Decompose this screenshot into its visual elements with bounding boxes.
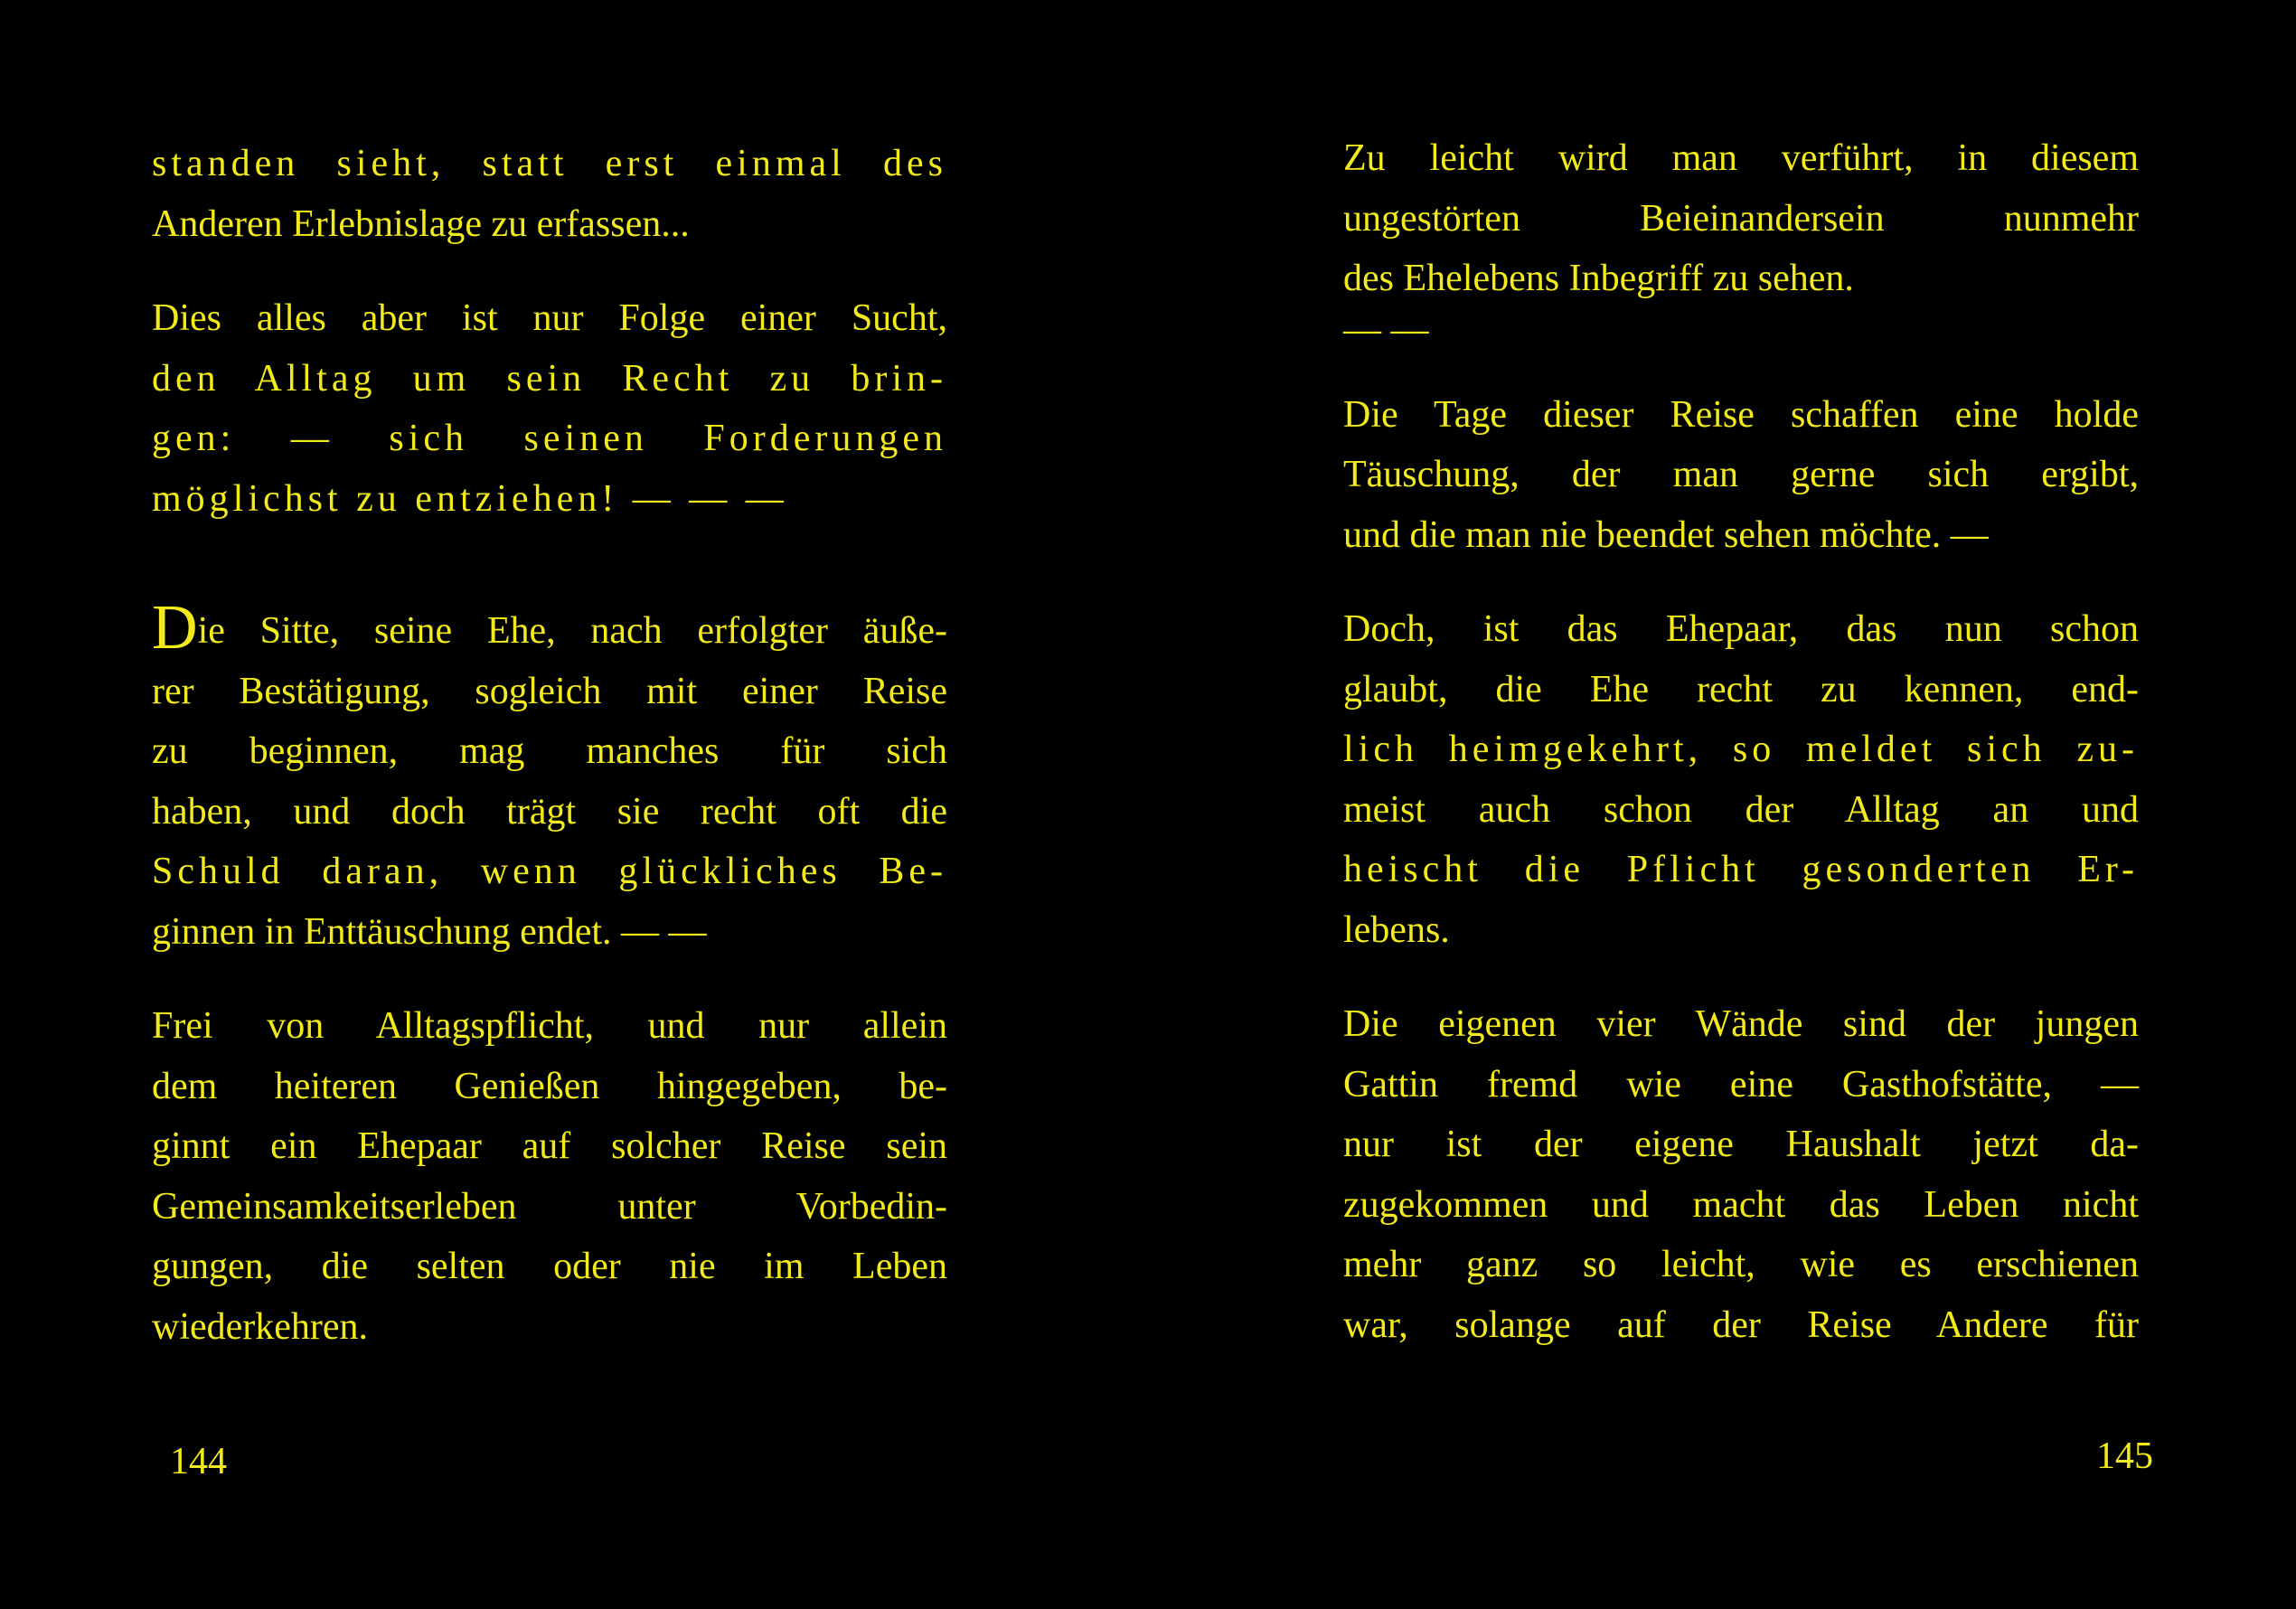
paragraph xyxy=(1343,128,2139,351)
page-number: 145 xyxy=(2096,1435,2153,1477)
text-line: glaubt, die Ehe recht zu kennen, end- xyxy=(1343,668,2139,710)
paragraph xyxy=(152,996,947,1357)
text-line: standen sieht, statt erst einmal des xyxy=(152,143,947,184)
text-line: ginnen in Enttäuschung endet. — — xyxy=(152,910,707,953)
page-number: 144 xyxy=(170,1441,227,1482)
text-line: wiederkehren. xyxy=(152,1305,369,1348)
text-line: nur ist der eigene Haushalt jetzt da- xyxy=(1343,1124,2139,1165)
right-page-text xyxy=(1343,128,2139,1389)
text-line: Gemeinsamkeitserleben unter Vorbedin- xyxy=(152,1185,947,1228)
text-line: lebens. xyxy=(1343,908,1450,951)
text-line: des Ehelebens Inbegriff zu sehen. xyxy=(1343,258,1854,299)
text-line-rest: ie Sitte, seine Ehe, nach erfolgter äuße- xyxy=(197,610,947,652)
text-line: dem heiteren Genießen hingegeben, be- xyxy=(152,1065,947,1107)
paragraph xyxy=(1343,599,2139,960)
drop-cap: D xyxy=(152,593,198,663)
text-line: den Alltag um sein Recht zu brin- xyxy=(152,357,947,400)
paragraph xyxy=(1343,385,2139,566)
text-line: Die Tage dieser Reise schaffen eine holde xyxy=(1343,393,2139,436)
paragraph xyxy=(1343,994,2139,1355)
left-page-text xyxy=(152,134,947,1391)
text-line: gungen, die selten oder nie im Leben xyxy=(152,1246,947,1287)
text-line: möglichst zu entziehen! — — — xyxy=(152,477,788,520)
text-line: Schuld daran, wenn glückliches Be- xyxy=(152,851,947,892)
text-line xyxy=(152,593,947,663)
right-page xyxy=(1148,0,2296,1609)
text-line: ungestörten Beieinandersein nunmehr xyxy=(1343,197,2139,240)
text-line: Die eigenen vier Wände sind der jungen xyxy=(1343,1003,2139,1045)
text-line: mehr ganz so leicht, wie es erschienen xyxy=(1343,1244,2139,1285)
text-line: Dies alles aber ist nur Folge einer Sucht, xyxy=(152,297,947,339)
paragraph xyxy=(152,134,947,254)
paragraph xyxy=(152,288,947,529)
text-line: heischt die Pflicht gesonderten Er- xyxy=(1343,849,2139,890)
text-line: gen: — sich seinen Forderungen xyxy=(152,418,947,459)
text-line: Täuschung, der man gerne sich ergibt, xyxy=(1343,454,2139,495)
text-line: ginnt ein Ehepaar auf solcher Reise sein xyxy=(152,1125,947,1167)
text-line: lich heimgekehrt, so meldet sich zu- xyxy=(1343,729,2139,770)
text-line: zu beginnen, mag manches für sich xyxy=(152,730,947,772)
text-line: haben, und doch trägt sie recht oft die xyxy=(152,790,947,833)
text-line: Doch, ist das Ehepaar, das nun schon xyxy=(1343,608,2139,650)
text-line: Zu leicht wird man verführt, in diesem xyxy=(1343,137,2139,179)
text-line: Gattin fremd wie eine Gasthofstätte, — xyxy=(1343,1063,2139,1106)
text-line: — — xyxy=(1343,308,1429,351)
text-line: rer Bestätigung, sogleich mit einer Reise xyxy=(152,670,947,712)
text-line: Anderen Erlebnislage zu erfassen... xyxy=(152,202,690,245)
paragraph xyxy=(152,593,947,962)
text-line: und die man nie beendet sehen möchte. — xyxy=(1343,513,1989,556)
text-line: war, solange auf der Reise Andere für xyxy=(1343,1303,2139,1346)
text-line: Frei von Alltagspflicht, und nur allein xyxy=(152,1005,947,1047)
text-line: meist auch schon der Alltag an und xyxy=(1343,788,2139,831)
text-line: zugekommen und macht das Leben nicht xyxy=(1343,1183,2139,1226)
